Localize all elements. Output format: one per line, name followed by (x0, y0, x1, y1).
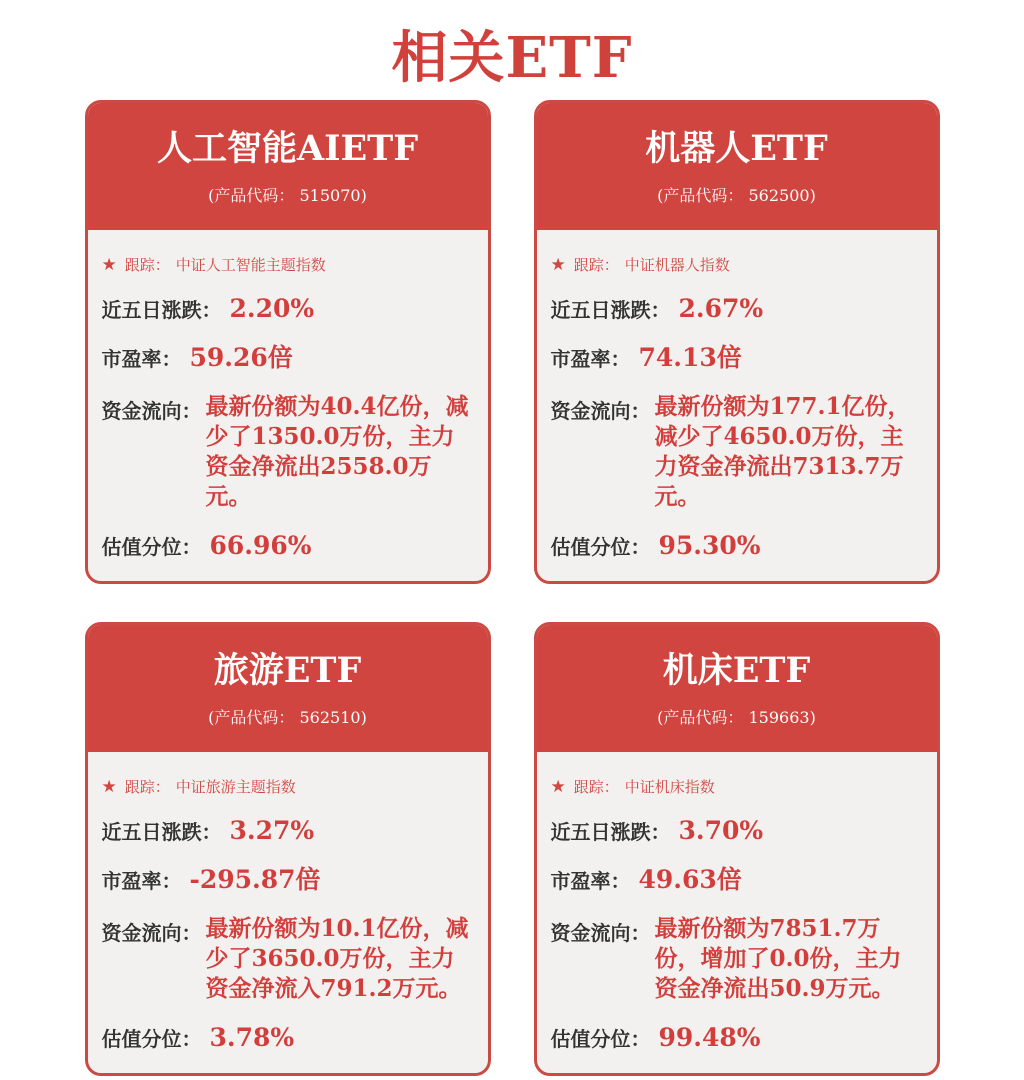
change-5d-row (551, 294, 919, 324)
fund-flow-value: 最新份额为7851.7万份，增加了0.0份，主力资金净流出50.9万元。 (654, 915, 902, 1002)
etf-card-robot (534, 100, 940, 584)
card-header (537, 103, 937, 230)
fund-flow-label: 资金流向： (550, 923, 651, 945)
tracking-label: 跟踪： (573, 257, 619, 274)
fund-flow-value: 最新份额为40.4亿份，减少了1350.0万份，主力资金净流出2558.0万元。 (205, 393, 469, 510)
tracking-index: 中证机床指数 (624, 779, 715, 796)
star-icon: ★ (101, 255, 117, 274)
etf-name: 机床ETF (662, 650, 811, 691)
valuation-label: 估值分位： (550, 1029, 651, 1051)
pe-row (551, 343, 919, 373)
card-header (88, 625, 488, 752)
valuation-label: 估值分位： (550, 537, 651, 559)
pe-label: 市盈率： (550, 871, 631, 893)
pe-row (102, 865, 470, 895)
fund-flow-value: 最新份额为177.1亿份，减少了4650.0万份，主力资金净流出7313.7万元。 (654, 393, 911, 510)
valuation-value: 95.30% (658, 531, 761, 560)
change-5d-value: 3.70% (678, 816, 764, 845)
fund-flow-label: 资金流向： (101, 923, 202, 945)
pe-label: 市盈率： (101, 349, 182, 371)
valuation-value: 66.96% (209, 531, 312, 560)
fund-flow-label: 资金流向： (550, 401, 651, 423)
pe-value: 59.26倍 (189, 343, 293, 372)
star-icon: ★ (101, 777, 117, 796)
valuation-label: 估值分位： (101, 537, 202, 559)
pe-value: 74.13倍 (638, 343, 742, 372)
pe-label: 市盈率： (101, 871, 182, 893)
tracking-line (102, 254, 470, 275)
pe-row (102, 343, 470, 373)
tracking-label: 跟踪： (124, 779, 170, 796)
pe-value: -295.87倍 (189, 865, 321, 894)
star-icon: ★ (550, 777, 566, 796)
fund-flow-label: 资金流向： (101, 401, 202, 423)
card-body (88, 230, 488, 581)
card-body (537, 752, 937, 1073)
product-code: (产品代码： 515070) (208, 186, 367, 205)
pe-value: 49.63倍 (638, 865, 742, 894)
tracking-line (102, 776, 470, 797)
fund-flow-row (102, 914, 470, 1004)
change-5d-label: 近五日涨跌： (101, 822, 222, 844)
product-code: (产品代码： 159663) (657, 708, 816, 727)
etf-card-tourism (85, 622, 491, 1076)
valuation-value: 99.48% (658, 1023, 761, 1052)
tracking-label: 跟踪： (124, 257, 170, 274)
change-5d-label: 近五日涨跌： (101, 300, 222, 322)
change-5d-value: 3.27% (229, 816, 315, 845)
change-5d-value: 2.20% (229, 294, 315, 323)
etf-card-ai (85, 100, 491, 584)
tracking-index: 中证人工智能主题指数 (175, 257, 326, 274)
change-5d-label: 近五日涨跌： (550, 300, 671, 322)
tracking-index: 中证旅游主题指数 (175, 779, 296, 796)
pe-row (551, 865, 919, 895)
etf-name: 人工智能AIETF (156, 128, 419, 169)
etf-card-machine-tool (534, 622, 940, 1076)
change-5d-row (102, 294, 470, 324)
etf-name: 机器人ETF (645, 128, 828, 169)
valuation-row (102, 1023, 470, 1053)
valuation-label: 估值分位： (101, 1029, 202, 1051)
etf-name: 旅游ETF (213, 650, 362, 691)
valuation-row (551, 1023, 919, 1053)
change-5d-label: 近五日涨跌： (550, 822, 671, 844)
pe-label: 市盈率： (550, 349, 631, 371)
card-header (537, 625, 937, 752)
product-code: (产品代码： 562510) (208, 708, 367, 727)
tracking-line (551, 254, 919, 275)
change-5d-row (102, 816, 470, 846)
product-code: (产品代码： 562500) (657, 186, 816, 205)
fund-flow-row (551, 914, 919, 1004)
valuation-row (102, 531, 470, 561)
change-5d-value: 2.67% (678, 294, 764, 323)
valuation-value: 3.78% (209, 1023, 295, 1052)
change-5d-row (551, 816, 919, 846)
fund-flow-row (551, 392, 919, 512)
valuation-row (551, 531, 919, 561)
fund-flow-row (102, 392, 470, 512)
page-title: 相关ETF (391, 25, 633, 91)
card-header (88, 103, 488, 230)
fund-flow-value: 最新份额为10.1亿份，减少了3650.0万份，主力资金净流入791.2万元。 (205, 915, 469, 1002)
card-body (88, 752, 488, 1073)
star-icon: ★ (550, 255, 566, 274)
tracking-line (551, 776, 919, 797)
tracking-index: 中证机器人指数 (624, 257, 730, 274)
etf-card-grid (0, 100, 1024, 1076)
card-body (537, 230, 937, 581)
tracking-label: 跟踪： (573, 779, 619, 796)
